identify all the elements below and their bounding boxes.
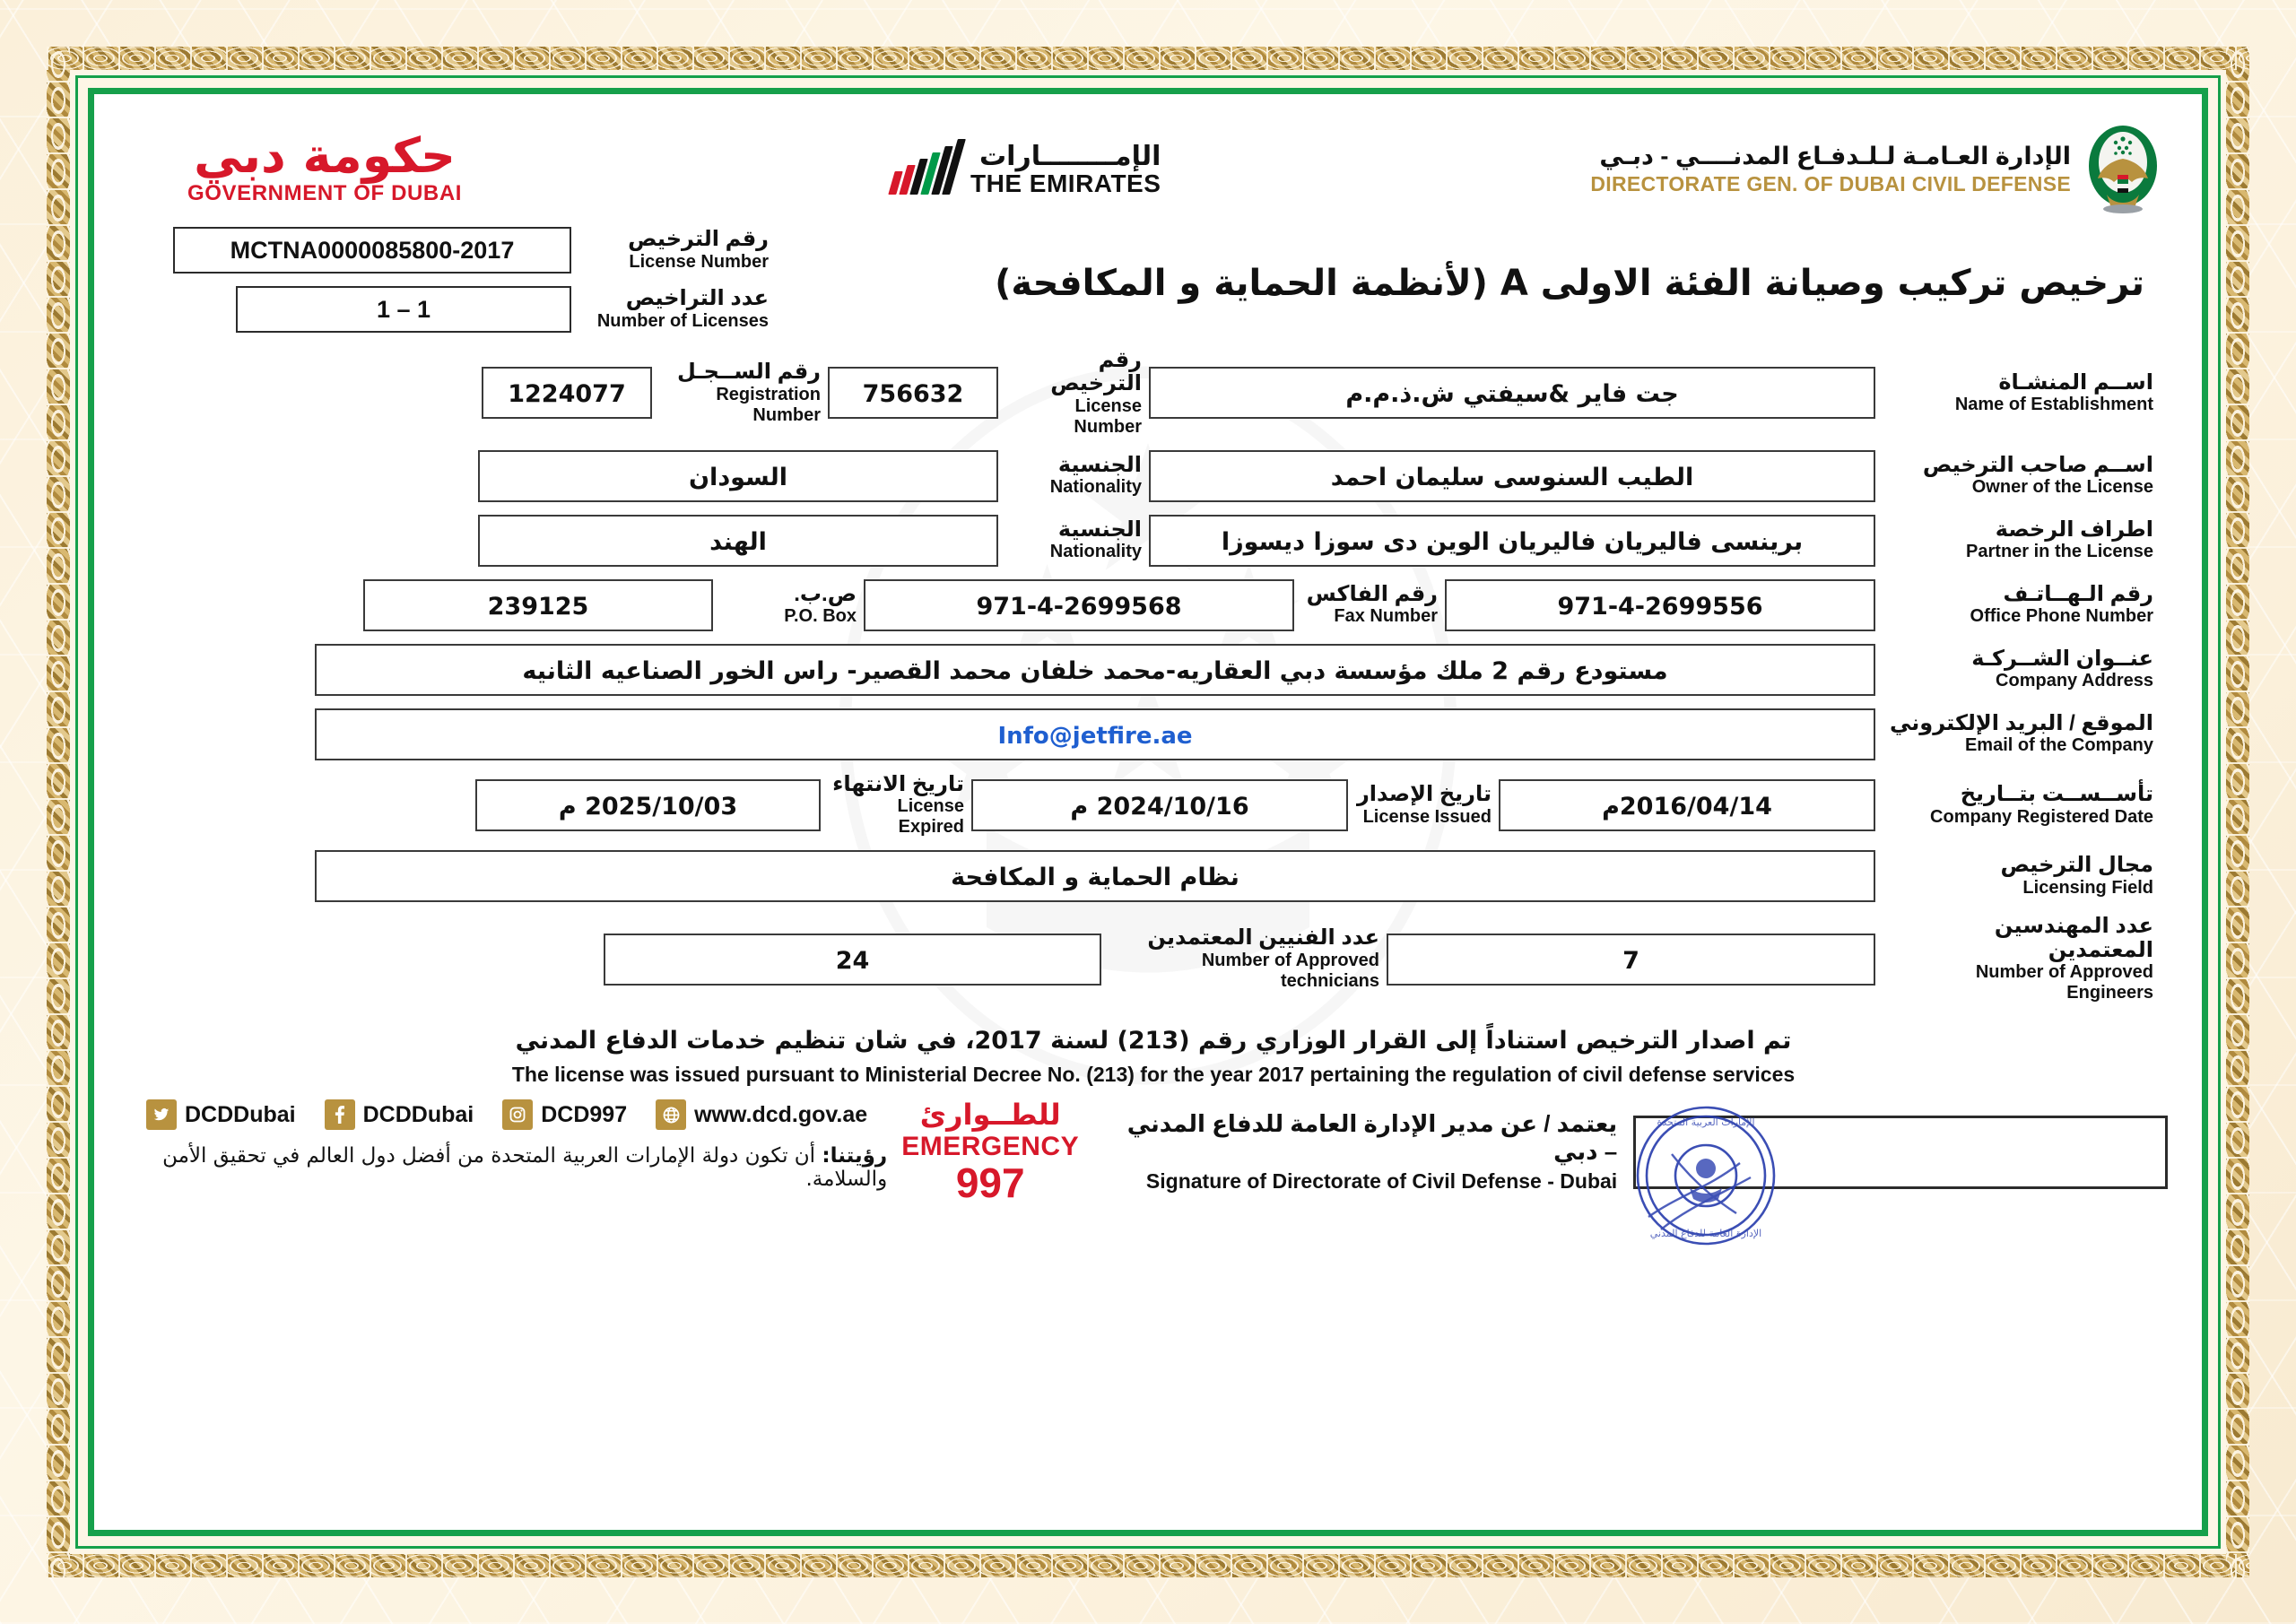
gov-dubai-arabic-script: حكومة دبي	[194, 126, 456, 184]
office-phone-label-ar: رقم الـهــاتـف	[2003, 582, 2153, 607]
license-issued-label	[1348, 783, 1499, 827]
vision-statement	[146, 1144, 887, 1191]
registration-number-value: 1224077	[482, 367, 652, 419]
company-registered-date-value: 2016/04/14م	[1499, 779, 1875, 831]
emirates-english-label: THE EMIRATES	[970, 169, 1161, 198]
facebook-handle: DCDDubai	[362, 1101, 474, 1127]
vision-text: أن تكون دولة الإمارات العربية المتحدة من أفضل دول العالم في تحقيق الأمن والسلامة.	[162, 1144, 888, 1192]
partner-name-value: برينسى فاليريان فاليريان الوين دى سوزا ديسوزا	[1149, 515, 1875, 567]
government-of-dubai-logo	[187, 126, 463, 206]
partner-nationality-label	[998, 518, 1149, 562]
licensing-field-label	[1875, 854, 2161, 898]
gold-chain-top	[47, 47, 2249, 70]
gold-chain-right	[2226, 47, 2249, 1577]
certificate-form	[94, 345, 2202, 1003]
license-issued-label-en: License Issued	[1362, 806, 1492, 827]
twitter-icon	[146, 1099, 177, 1130]
emirates-flag-bars-icon	[891, 144, 958, 195]
globe-icon	[656, 1099, 686, 1130]
social-links-row	[146, 1099, 887, 1130]
emergency-label-ar: للطــوارئ	[919, 1098, 1061, 1133]
row-licensing-field	[146, 850, 2161, 902]
partner-nationality-label-ar: الجنسية	[1057, 517, 1142, 543]
dcd-arabic-label: الإدارة العـامـة لـلـدفـاع المدنــــي - دبـي	[1599, 143, 2071, 169]
twitter-handle: DCDDubai	[185, 1101, 296, 1127]
license-number-label-en: License Number	[629, 251, 769, 272]
company-registered-date-label	[1875, 783, 2161, 827]
license-expired-label-ar: تاريخ الانتهاء	[832, 771, 964, 796]
certificate-page	[88, 88, 2208, 1536]
license-number-label-ar: رقم الترخيص	[628, 227, 769, 252]
svg-text:الإدارة العامة للدفاع المدني: الإدارة العامة للدفاع المدني	[1649, 1227, 1762, 1239]
row-address	[146, 644, 2161, 696]
fax-label-en: Fax Number	[1334, 606, 1438, 627]
decree-text-ar: تم اصدار الترخيص استناداً إلى القرار الوزاري رقم (213) لسنة 2017، في شان تنظيم خدمات الدفاع المدني	[515, 1026, 1792, 1055]
office-phone-value: 971-4-2699556	[1445, 579, 1875, 631]
website-url: www.dcd.gov.ae	[694, 1101, 868, 1127]
gov-dubai-english-label: GOVERNMENT OF DUBAI	[187, 181, 463, 206]
social-twitter[interactable]	[146, 1099, 296, 1130]
license-number-header-label	[571, 228, 774, 272]
license-issued-label-ar: تاريخ الإصدار	[1356, 782, 1492, 807]
signature-label-ar: يعتمد / عن مدير الإدارة العامة للدفاع المدني – دبي	[1126, 1110, 1618, 1166]
establishment-label-en: Name of Establishment	[1954, 395, 2153, 415]
official-stamp-icon	[1625, 1095, 1787, 1256]
registration-number-label-en: Registration Number	[716, 384, 821, 425]
establishment-license-number-value: 756632	[828, 367, 998, 419]
partner-name-label	[1875, 518, 2161, 562]
row-partner	[146, 515, 2161, 567]
emirates-wordmark	[970, 143, 1161, 197]
owner-nationality-label-ar: الجنسية	[1057, 453, 1142, 478]
ministerial-decree-note	[94, 1016, 2202, 1087]
approved-engineers-label-ar: عدد المهندسين المعتمدين	[1994, 914, 2153, 962]
approved-engineers-label-en: Number of Approved Engineers	[1975, 961, 2153, 1003]
approved-technicians-value: 24	[604, 934, 1101, 986]
licensing-field-label-ar: مجال الترخيص	[2000, 853, 2153, 878]
dubai-civil-defense-logo	[1590, 123, 2161, 216]
partner-nationality-label-en: Nationality	[1049, 542, 1142, 562]
certificate-title: ترخيص تركيب وصيانة الفئة الاولى A (لأنظمة الحماية و المكافحة)	[995, 263, 2144, 304]
instagram-handle: DCD997	[541, 1101, 628, 1127]
company-registered-label-ar: تأســســت بتــاريخ	[1960, 782, 2153, 807]
fax-number-label	[1294, 583, 1445, 627]
owner-name-label	[1875, 454, 2161, 498]
svg-text:الإمارات العربية المتحدة: الإمارات العربية المتحدة	[1657, 1116, 1755, 1128]
signature-box	[1633, 1116, 2168, 1239]
partner-nationality-value: الهند	[478, 515, 998, 567]
social-instagram[interactable]	[502, 1099, 627, 1130]
office-phone-label	[1875, 583, 2161, 627]
owner-nationality-label-en: Nationality	[1049, 477, 1142, 498]
gold-chain-left	[47, 47, 70, 1577]
number-of-licenses-label	[571, 287, 774, 331]
approved-technicians-label-ar: عدد الفنيين المعتمدين	[1147, 925, 1379, 951]
pobox-value: 239125	[363, 579, 713, 631]
instagram-icon	[502, 1099, 533, 1130]
partner-label-ar: اطراف الرخصة	[1995, 517, 2153, 543]
gold-chain-bottom	[47, 1554, 2249, 1577]
owner-label-ar: اســم صاحب الترخيص	[1922, 453, 2153, 478]
establishment-license-label-ar: رقم الترخيص	[1050, 348, 1142, 396]
vision-label: رؤيتنا:	[822, 1144, 888, 1168]
certificate-content	[94, 94, 2202, 1239]
header-field-group	[146, 227, 774, 345]
number-of-licenses-value: 1 – 1	[236, 286, 571, 333]
licensing-field-value: نظام الحماية و المكافحة	[315, 850, 1875, 902]
emergency-number: 997	[955, 1159, 1025, 1206]
fax-number-value: 971-4-2699568	[864, 579, 1294, 631]
number-of-licenses-label-en: Number of Licenses	[596, 310, 769, 331]
owner-name-value: الطيب السنوسى سليمان احمد	[1149, 450, 1875, 502]
certificate-header	[94, 94, 2202, 221]
establishment-license-number-label	[998, 349, 1149, 438]
owner-nationality-value: السودان	[478, 450, 998, 502]
row-staff	[146, 915, 2161, 1003]
social-and-vision	[146, 1099, 887, 1191]
approved-technicians-label	[1101, 926, 1387, 991]
emirates-arabic-label: الإمــــــــارات	[979, 141, 1161, 171]
certificate-footer	[94, 1087, 2202, 1239]
owner-label-en: Owner of the License	[1971, 477, 2153, 498]
partner-label-en: Partner in the License	[1966, 542, 2153, 562]
company-address-label-ar: عنــوان الشــركـة	[1971, 647, 2153, 672]
row-establishment	[146, 349, 2161, 438]
establishment-name-label	[1875, 371, 2161, 415]
signature-block	[887, 1098, 2168, 1239]
establishment-license-label-en: License Number	[1074, 395, 1142, 437]
the-emirates-logo	[891, 143, 1161, 197]
office-phone-label-en: Office Phone Number	[1970, 606, 2153, 627]
pobox-label-ar: ص.ب.	[794, 582, 857, 607]
emergency-block	[887, 1098, 1093, 1206]
establishment-label-ar: اســم المنشـاة	[1998, 369, 2153, 395]
pobox-label	[713, 583, 864, 627]
license-expired-label	[821, 773, 971, 838]
number-of-licenses-field	[146, 286, 774, 333]
license-issued-value: 2024/10/16 م	[971, 779, 1348, 831]
signature-label-en: Signature of Directorate of Civil Defense - Dubai	[1145, 1169, 1618, 1194]
number-of-licenses-label-ar: عدد التراخيص	[625, 286, 769, 311]
company-registered-label-en: Company Registered Date	[1930, 806, 2153, 827]
approved-technicians-label-en: Number of Approved technicians	[1201, 950, 1379, 991]
registration-number-label-ar: رقم الســجـل	[676, 360, 821, 385]
emergency-label-en: EMERGENCY	[901, 1131, 1080, 1161]
dcd-wordmark	[1590, 143, 2071, 196]
dcd-english-label: DIRECTORATE GEN. OF DUBAI CIVIL DEFENSE	[1590, 172, 2071, 195]
row-email	[146, 708, 2161, 760]
company-address-label	[1875, 647, 2161, 691]
company-email-label-en: Email of the Company	[1964, 735, 2153, 756]
company-address-label-en: Company Address	[1996, 671, 2153, 691]
social-website[interactable]	[656, 1099, 867, 1130]
license-number-header-value: MCTNA0000085800-2017	[173, 227, 571, 274]
establishment-name-value: جت فاير &سيفتي ش.ذ.م.م	[1149, 367, 1875, 419]
licensing-field-label-en: Licensing Field	[2022, 877, 2153, 898]
company-email-value[interactable]: Info@jetfire.ae	[315, 708, 1875, 760]
fax-label-ar: رقم الفاكس	[1306, 582, 1438, 607]
company-address-value: مستودع رقم 2 ملك مؤسسة دبي العقاريه-محمد خلفان محمد القصير- راس الخور الصناعيه الثانيه	[315, 644, 1875, 696]
approved-engineers-label	[1875, 915, 2161, 1003]
license-expired-label-en: License Expired	[897, 796, 964, 838]
registration-number-label	[652, 360, 828, 425]
uae-falcon-emblem-icon	[2085, 123, 2161, 216]
decree-text-en: The license was issued pursuant to Ministerial Decree No. (213) for the year 2017 pertaining the regulation of civil defense services	[511, 1063, 1796, 1087]
license-expired-value: 2025/10/03 م	[475, 779, 821, 831]
row-dates	[146, 773, 2161, 838]
row-contact	[146, 579, 2161, 631]
signature-label	[1115, 1110, 1617, 1194]
license-number-header-field	[146, 227, 774, 274]
owner-nationality-label	[998, 454, 1149, 498]
row-owner	[146, 450, 2161, 502]
company-email-label-ar: الموقع / البريد الإلكتروني	[1890, 711, 2153, 736]
approved-engineers-value: 7	[1387, 934, 1875, 986]
company-email-label	[1875, 712, 2161, 756]
facebook-icon	[325, 1099, 355, 1130]
pobox-label-en: P.O. Box	[784, 606, 857, 627]
title-and-license-header	[94, 221, 2202, 345]
social-facebook[interactable]	[325, 1099, 474, 1130]
